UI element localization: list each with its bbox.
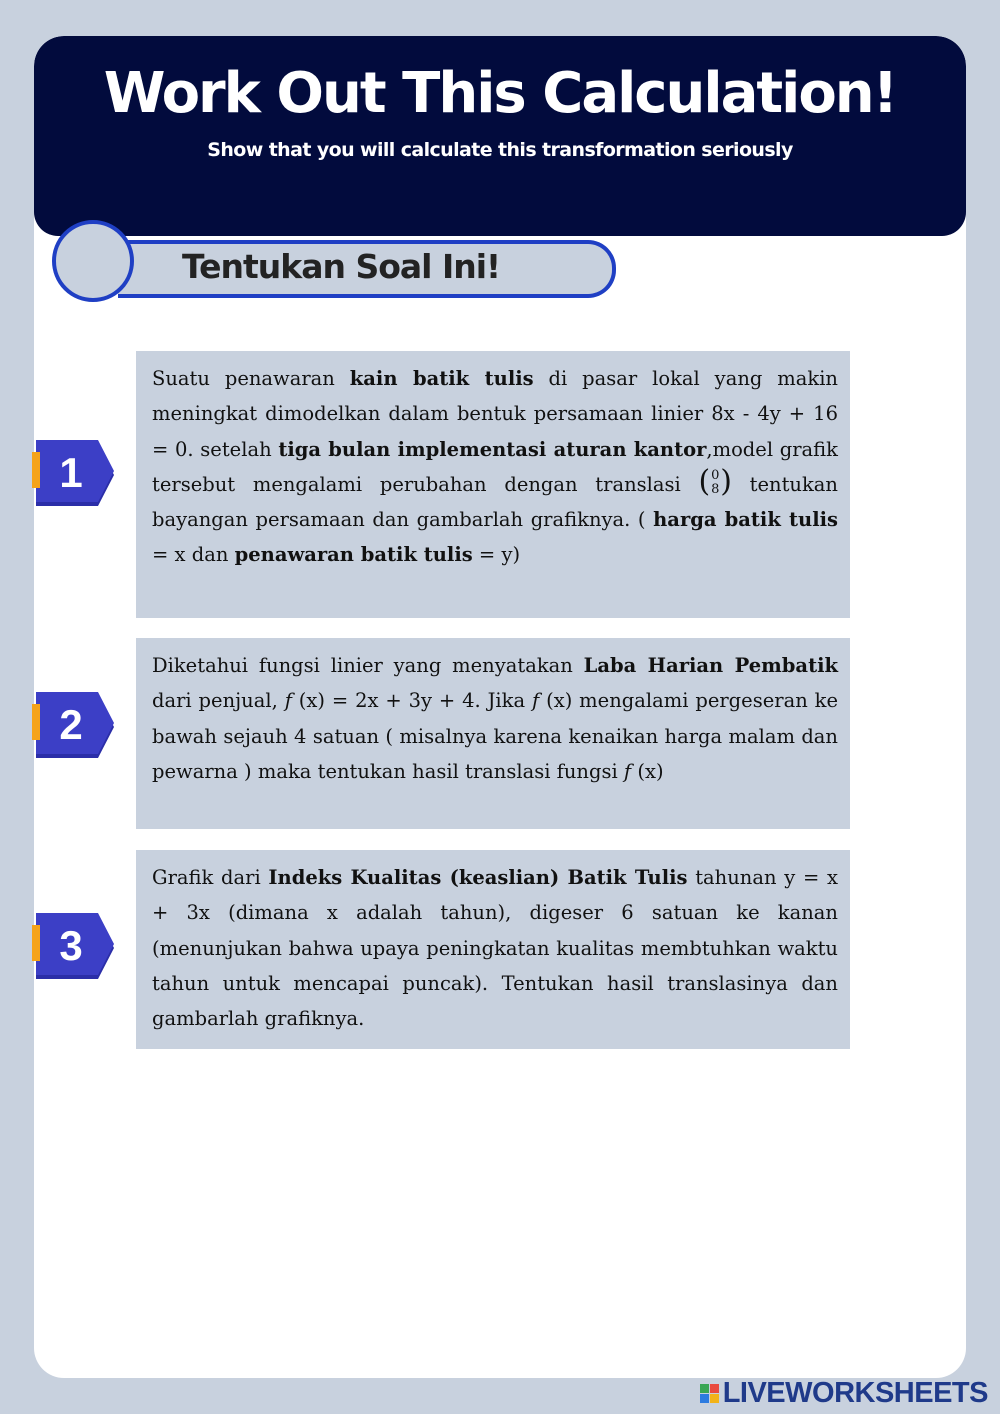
q1-bold: tiga bulan implementasi aturan kantor xyxy=(278,437,707,461)
section-title-circle xyxy=(52,220,134,302)
q1-text: di pasar lokal yang makin meningkat dimodelkan dalam bentuk persamaan linier 8x - 4y + 16 = 0. setelah xyxy=(152,367,838,461)
vector-bottom: 8 xyxy=(711,482,720,498)
q2-text: Diketahui fungsi linier yang menyatakan xyxy=(152,654,584,677)
q2-text: (x) xyxy=(631,759,664,783)
liveworksheets-logo-text: LIVEWORKSHEETS xyxy=(722,1376,988,1409)
q2-func: f xyxy=(623,759,632,783)
q2-bold: Laba Harian Pembatik xyxy=(583,654,838,677)
q1-text: ,model grafik tersebut mengalami perubahan dengan translasi xyxy=(152,437,838,496)
liveworksheets-logo xyxy=(700,1378,988,1408)
q3-text: tahunan y = x + 3x (dimana x adalah tahun), digeser 6 satuan ke kanan (menunjukan bahwa upaya peningkatan kualitas membtuhkan waktu tahun untuk mencapai puncak). Tentukan hasil translasinya dan gambarlah grafiknya. xyxy=(152,866,838,1031)
q2-func: f xyxy=(284,689,292,713)
page-title: Work Out This Calculation! xyxy=(103,61,897,126)
q3-text: Grafik dari xyxy=(152,866,269,889)
q1-text: Suatu penawaran xyxy=(152,367,350,390)
question-1-badge xyxy=(32,440,116,510)
q1-text: = x dan xyxy=(152,543,235,567)
question-2-badge xyxy=(32,692,116,762)
question-3-box xyxy=(136,850,850,1049)
vector-top: 0 xyxy=(711,468,720,484)
q1-bold: penawaran batik tulis xyxy=(234,543,473,567)
section-title: Tentukan Soal Ini! xyxy=(182,247,501,286)
question-1-box xyxy=(136,351,850,618)
page-subtitle: Show that you will calculate this transformation seriously xyxy=(207,139,793,161)
question-2-box xyxy=(136,638,850,829)
translation-vector: (0 8) xyxy=(698,464,732,500)
liveworksheets-logo-icon xyxy=(700,1384,719,1403)
q2-text: (x) = 2x + 3y + 4. Jika xyxy=(291,689,532,713)
question-3-badge xyxy=(32,913,116,983)
q1-bold: kain batik tulis xyxy=(349,367,534,390)
q2-func: f xyxy=(531,689,540,713)
q3-bold: Indeks Kualitas (keaslian) Batik Tulis xyxy=(268,866,688,889)
question-1-number: 1 xyxy=(59,449,83,496)
header-banner xyxy=(34,36,966,236)
question-2-number: 2 xyxy=(59,701,83,748)
question-3-number: 3 xyxy=(59,922,83,969)
q2-text: dari penjual, xyxy=(152,689,285,713)
q1-bold: harga batik tulis xyxy=(653,508,838,532)
q1-text: = y) xyxy=(472,543,521,567)
q2-text: (x) mengalami pergeseran ke bawah sejauh 4 satuan ( misalnya karena kenaikan harga malam dan pewarna ) maka tentukan hasil translasi fungsi xyxy=(152,689,838,783)
q1-text: tentukan bayangan persamaan dan gambarlah grafiknya. ( xyxy=(152,472,838,532)
